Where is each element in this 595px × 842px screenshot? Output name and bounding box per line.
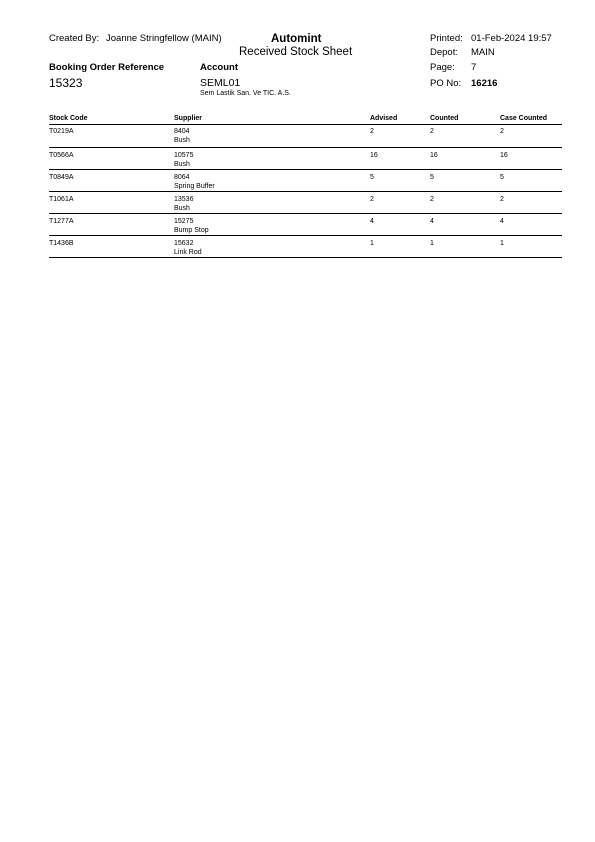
advised-qty: 1 [370,240,374,247]
case-counted-qty: 5 [500,174,504,181]
stock-code: T0849A [49,174,74,181]
stock-code: T1061A [49,196,74,203]
table-row [49,193,562,215]
advised-qty: 2 [370,196,374,203]
advised-qty: 2 [370,128,374,135]
booking-ref-value: 15323 [49,76,83,90]
account-code: SEML01 [200,77,241,89]
stock-code: T0219A [49,128,74,135]
counted-qty: 1 [430,240,434,247]
table-row [49,149,562,171]
row-divider [49,191,562,192]
case-counted-qty: 2 [500,196,504,203]
supplier-code: 13536 [174,196,194,203]
item-description: Spring Buffer [174,183,215,190]
booking-ref-label: Booking Order Reference [49,62,165,73]
item-description: Bush [174,137,190,144]
supplier-code: 8404 [174,128,190,135]
depot-value: MAIN [471,47,495,58]
col-case-counted: Case Counted [500,115,548,122]
case-counted-qty: 2 [500,128,504,135]
supplier-code: 8064 [174,174,190,181]
company-name: Automint [271,33,322,45]
row-divider [49,169,562,170]
case-counted-qty: 16 [500,152,508,159]
col-counted: Counted [430,115,459,122]
col-stock-code: Stock Code [49,115,88,122]
col-supplier: Supplier [174,115,203,122]
po-label: PO No: [430,78,462,89]
item-description: Bump Stop [174,227,209,234]
advised-qty: 5 [370,174,374,181]
table-row [49,125,562,147]
po-value: 16216 [471,78,498,89]
counted-qty: 2 [430,196,434,203]
case-counted-qty: 1 [500,240,504,247]
stock-code: T1436B [49,240,74,247]
case-counted-qty: 4 [500,218,504,225]
item-description: Bush [174,205,190,212]
printed-value: 01-Feb-2024 19:57 [471,33,552,44]
counted-qty: 4 [430,218,434,225]
counted-qty: 2 [430,128,434,135]
item-description: Bush [174,161,190,168]
supplier-code: 15632 [174,240,194,247]
stock-code: T0566A [49,152,74,159]
table-row [49,237,562,259]
stock-code: T1277A [49,218,74,225]
account-label: Account [200,62,238,73]
item-description: Link Rod [174,249,202,256]
row-divider [49,235,562,236]
sheet-title: Received Stock Sheet [239,46,353,58]
col-advised: Advised [370,115,398,122]
row-divider [49,213,562,214]
table-row [49,171,562,193]
page-label: Page: [430,62,455,73]
page-number: 7 [471,62,477,73]
counted-qty: 16 [430,152,438,159]
supplier-code: 15275 [174,218,194,225]
account-name: Sem Lastik San. Ve TIC. A.S. [200,90,291,97]
row-divider [49,147,562,148]
supplier-code: 10575 [174,152,194,159]
counted-qty: 5 [430,174,434,181]
depot-label: Depot: [430,47,458,58]
created-by-value: Joanne Stringfellow (MAIN) [106,33,222,44]
table-row [49,215,562,237]
created-by-label: Created By: [49,33,100,44]
advised-qty: 4 [370,218,374,225]
row-divider [49,257,562,258]
advised-qty: 16 [370,152,378,159]
printed-label: Printed: [430,33,463,44]
